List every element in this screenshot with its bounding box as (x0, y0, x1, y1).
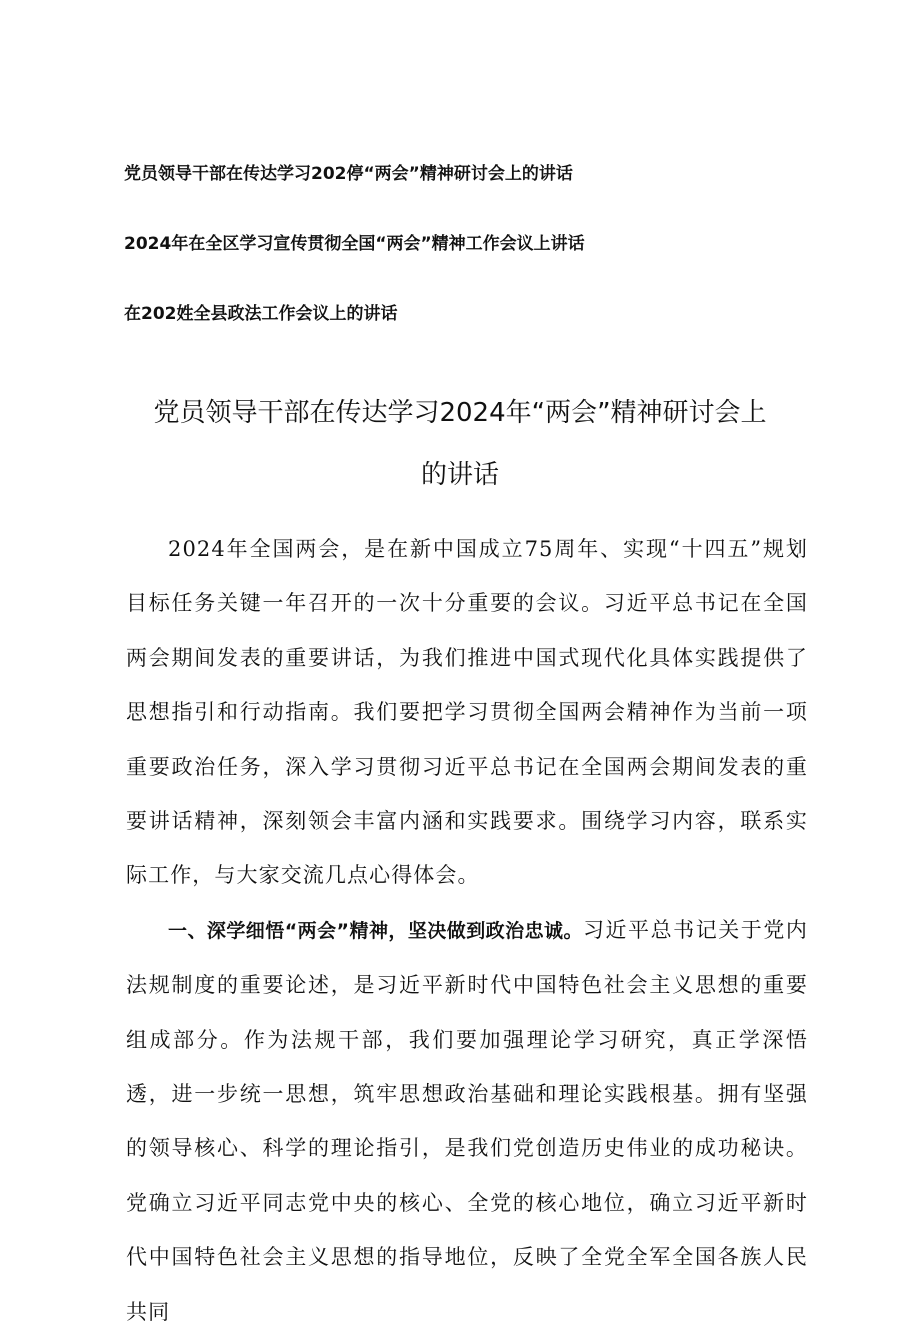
section-heading: 一、深学细悟“两会”精神，坚决做到政治忠诚。 (168, 919, 583, 942)
document-body (126, 522, 808, 1339)
toc-item: 党员领导干部在传达学习202停“两会”精神研讨会上的讲话 (124, 164, 573, 184)
paragraph-section-one (126, 903, 808, 1339)
table-of-contents (124, 160, 824, 370)
title-line-1: 党员领导干部在传达学习2024年“两会”精神研讨会上 (153, 398, 767, 428)
document-title (110, 382, 810, 506)
title-line-2: 的讲话 (420, 460, 499, 490)
toc-item: 2024年在全区学习宣传贯彻全国“两会”精神工作会议上讲话 (124, 234, 585, 254)
toc-item: 在202姓全县政法工作会议上的讲话 (124, 304, 398, 324)
section-text: 习近平总书记关于党内法规制度的重要论述，是习近平新时代中国特色社会主义思想的重要组成部分。作为法规干部，我们要加强理论学习研究，真正学深悟透，进一步统一思想，筑牢思想政治基础和理论实践根基。拥有坚强的领导核心、科学的理论指引，是我们党创造历史伟业的成功秘诀。党确立习近平同志党中央的核心、全党的核心地位，确立习近平新时代中国特色社会主义思想的指导地位，反映了全党全军全国各族人民共同 (126, 917, 809, 1324)
paragraph-intro: 2024年全国两会，是在新中国成立75周年、实现“十四五”规划目标任务关键一年召开的一次十分重要的会议。习近平总书记在全国两会期间发表的重要讲话，为我们推进中国式现代化具体实践提供了思想指引和行动指南。我们要把学习贯彻全国两会精神作为当前一项重要政治任务，深入学习贯彻习近平总书记在全国两会期间发表的重要讲话精神，深刻领会丰富内涵和实践要求。围绕学习内容，联系实际工作，与大家交流几点心得体会。 (126, 537, 808, 888)
